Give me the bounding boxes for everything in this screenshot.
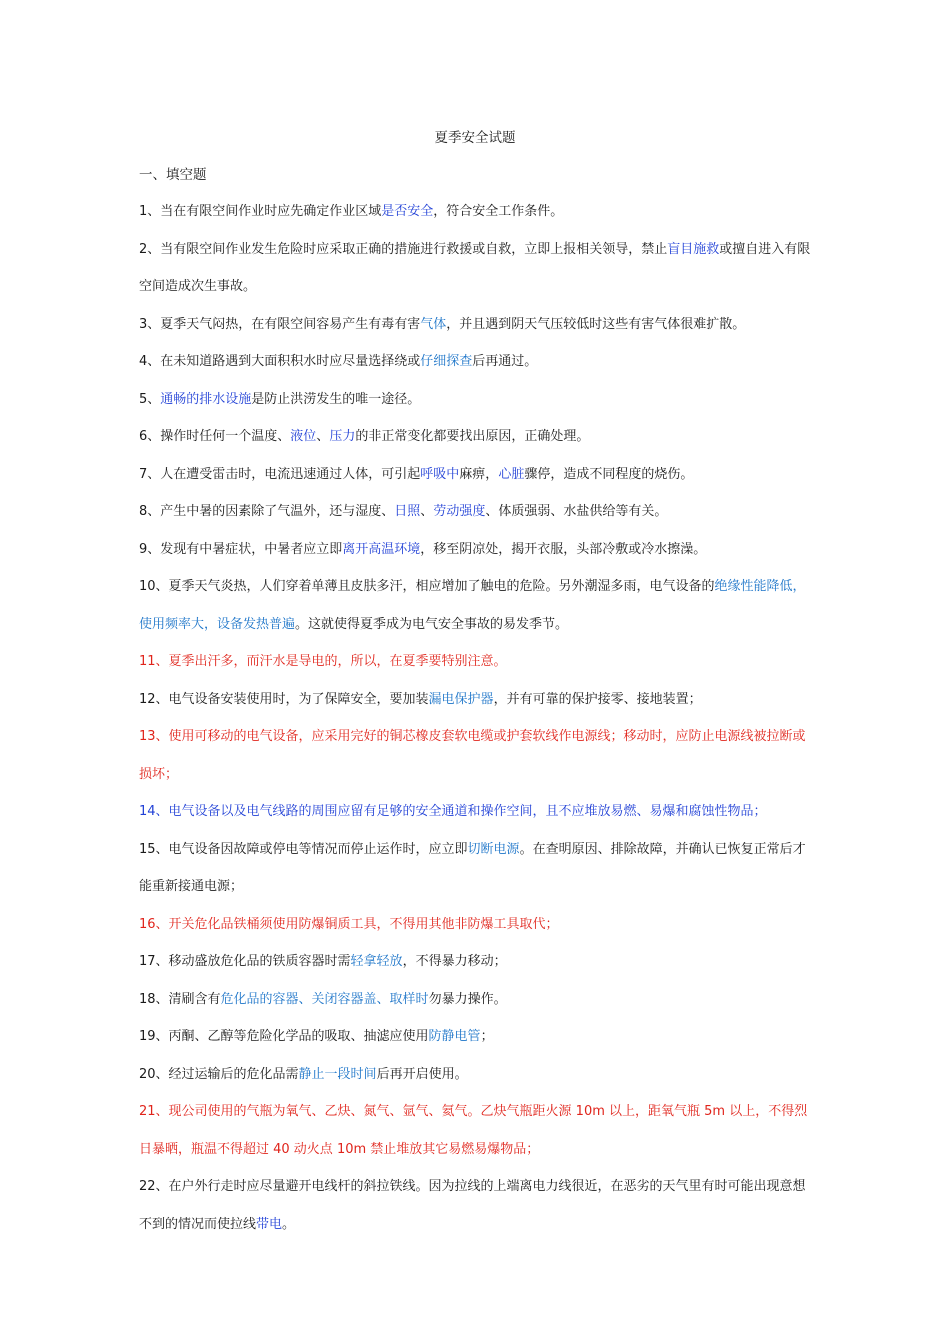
- answer-text: 压力: [329, 429, 356, 444]
- question-text: ，并有可靠的保护接零、接地装置；: [493, 691, 702, 707]
- question-text: 1、当在有限空间作业时应先确定作业区域: [139, 204, 382, 219]
- answer-text: 切断电源: [467, 841, 520, 857]
- question-text: 18、清刷含有: [139, 991, 221, 1007]
- question-item: [139, 343, 814, 381]
- question-text: 5、: [139, 391, 161, 407]
- question-item: [139, 456, 814, 494]
- question-text: 的非正常变化都要找出原因，正确处理。: [355, 429, 590, 444]
- answer-text: 轻拿轻放: [350, 954, 403, 969]
- answer-text: 13、使用可移动的电气设备，应采用完好的铜芯橡皮套软电缆或护套软线作电源线；移动时，应防止电源线被拉断或损坏；: [139, 729, 806, 782]
- answer-text: 气体: [420, 316, 447, 332]
- question-item: [139, 906, 814, 944]
- question-item: [139, 418, 814, 456]
- question-text: 麻痹，: [459, 466, 499, 482]
- answer-text: 带电: [256, 1216, 283, 1232]
- answer-text: 绝缘性能降低，使用频率大，设备发热普遍: [139, 579, 806, 632]
- question-item: [139, 568, 814, 643]
- answer-text: 呼吸中: [420, 466, 460, 482]
- question-item: [139, 193, 814, 231]
- question-item: [139, 943, 814, 981]
- answer-text: 日照: [394, 504, 421, 519]
- question-text: 10、夏季天气炎热，人们穿着单薄且皮肤多汗，相应增加了触电的危险。另外潮湿多雨，电气设备的: [139, 579, 715, 594]
- question-item: [139, 1093, 814, 1168]
- question-text: 、: [420, 504, 434, 519]
- answer-text: 劳动强度: [433, 504, 486, 519]
- answer-text: 16、开关危化品铁桶须使用防爆铜质工具，不得用其他非防爆工具取代；: [139, 916, 559, 932]
- answer-text: 静止一段时间: [298, 1066, 377, 1082]
- question-text: 19、丙酮、乙醇等危险化学品的吸取、抽滤应使用: [139, 1029, 429, 1044]
- answer-text: 14、电气设备以及电气线路的周围应留有足够的安全通道和操作空间，且不应堆放易燃、易爆和腐蚀性物品；: [139, 804, 767, 819]
- answer-text: 危化品的容器、关闭容器盖、取样时: [220, 991, 429, 1007]
- question-text: 。这就使得夏季成为电气安全事故的易发季节。: [295, 616, 569, 632]
- question-item: [139, 981, 814, 1019]
- question-item: [139, 793, 814, 831]
- question-text: 12、电气设备安装使用时，为了保障安全，要加装: [139, 691, 429, 707]
- answer-text: 盲目施救: [667, 241, 720, 257]
- question-item: [139, 1056, 814, 1094]
- question-text: ，不得暴力移动；: [402, 954, 507, 969]
- answer-text: 离开高温环境: [342, 541, 421, 557]
- question-item: [139, 681, 814, 719]
- answer-text: 漏电保护器: [428, 691, 494, 707]
- question-text: 后再开启使用。: [376, 1066, 468, 1082]
- question-list: [139, 193, 814, 1243]
- question-item: [139, 531, 814, 569]
- question-text: 22、在户外行走时应尽量避开电线杆的斜拉铁线。因为拉线的上端离电力线很近，在恶劣的天气里有时可能出现意想不到的情况而使拉线: [139, 1179, 806, 1232]
- question-text: 15、电气设备因故障或停电等情况而停止运作时，应立即: [139, 841, 468, 857]
- question-item: [139, 1018, 814, 1056]
- question-text: ；: [480, 1029, 494, 1044]
- question-item: [139, 306, 814, 344]
- question-text: 8、产生中暑的因素除了气温外，还与湿度、: [139, 504, 395, 519]
- answer-text: 是否安全: [381, 204, 434, 219]
- question-text: 3、夏季天气闷热，在有限空间容易产生有毒有害: [139, 316, 421, 332]
- question-text: 17、移动盛放危化品的铁质容器时需: [139, 954, 351, 969]
- question-text: 7、人在遭受雷击时，电流迅速通过人体，可引起: [139, 466, 421, 482]
- question-text: 9、发现有中暑症状，中暑者应立即: [139, 541, 343, 557]
- question-text: 或擅自进入有限空间造成次生事故。: [139, 241, 811, 294]
- question-item: [139, 1168, 814, 1243]
- question-text: 、: [316, 429, 330, 444]
- question-text: ，符合安全工作条件。: [433, 204, 564, 219]
- question-item: [139, 231, 814, 306]
- question-text: 2、当有限空间作业发生危险时应采取正确的措施进行救援或自救，立即上报相关领导，禁止: [139, 241, 668, 257]
- question-text: 。在查明原因、排除故障，并确认已恢复正常后才能重新接通电源；: [139, 841, 806, 894]
- question-item: [139, 831, 814, 906]
- question-text: 骤停，造成不同程度的烧伤。: [524, 466, 694, 482]
- section-heading: 一、填空题: [139, 167, 207, 183]
- page-title: 夏季安全试题: [434, 130, 516, 146]
- question-text: 是防止洪涝发生的唯一途径。: [251, 391, 421, 407]
- answer-text: 通畅的排水设施: [160, 391, 252, 407]
- question-text: 4、在未知道路遇到大面积积水时应尽量选择绕或: [139, 354, 421, 369]
- question-text: 勿暴力操作。: [428, 991, 507, 1007]
- question-text: 。: [282, 1216, 296, 1232]
- answer-text: 21、现公司使用的气瓶为氧气、乙炔、氮气、氩气、氦气。乙炔气瓶距火源 10m 以上，距氧气瓶 5m 以上，不得烈日暴晒，瓶温不得超过 40 动火点 10m 禁止堆放其它易燃易爆物品；: [139, 1104, 808, 1157]
- question-item: [139, 643, 814, 681]
- question-text: 后再通过。: [472, 354, 538, 369]
- answer-text: 心脏: [498, 466, 525, 482]
- question-item: [139, 718, 814, 793]
- question-text: 6、操作时任何一个温度、: [139, 429, 291, 444]
- answer-text: 液位: [290, 429, 317, 444]
- answer-text: 仔细探查: [420, 354, 473, 369]
- answer-text: 防静电管: [428, 1029, 481, 1044]
- question-text: ，移至阴凉处，揭开衣服，头部冷敷或冷水擦澡。: [420, 541, 707, 557]
- question-item: [139, 381, 814, 419]
- question-text: 20、经过运输后的危化品需: [139, 1066, 299, 1082]
- question-text: 、体质强弱、水盐供给等有关。: [485, 504, 668, 519]
- question-text: ，并且遇到阴天气压较低时这些有害气体很难扩散。: [446, 316, 746, 332]
- question-item: [139, 493, 814, 531]
- answer-text: 11、夏季出汗多，而汗水是导电的，所以，在夏季要特别注意。: [139, 654, 507, 669]
